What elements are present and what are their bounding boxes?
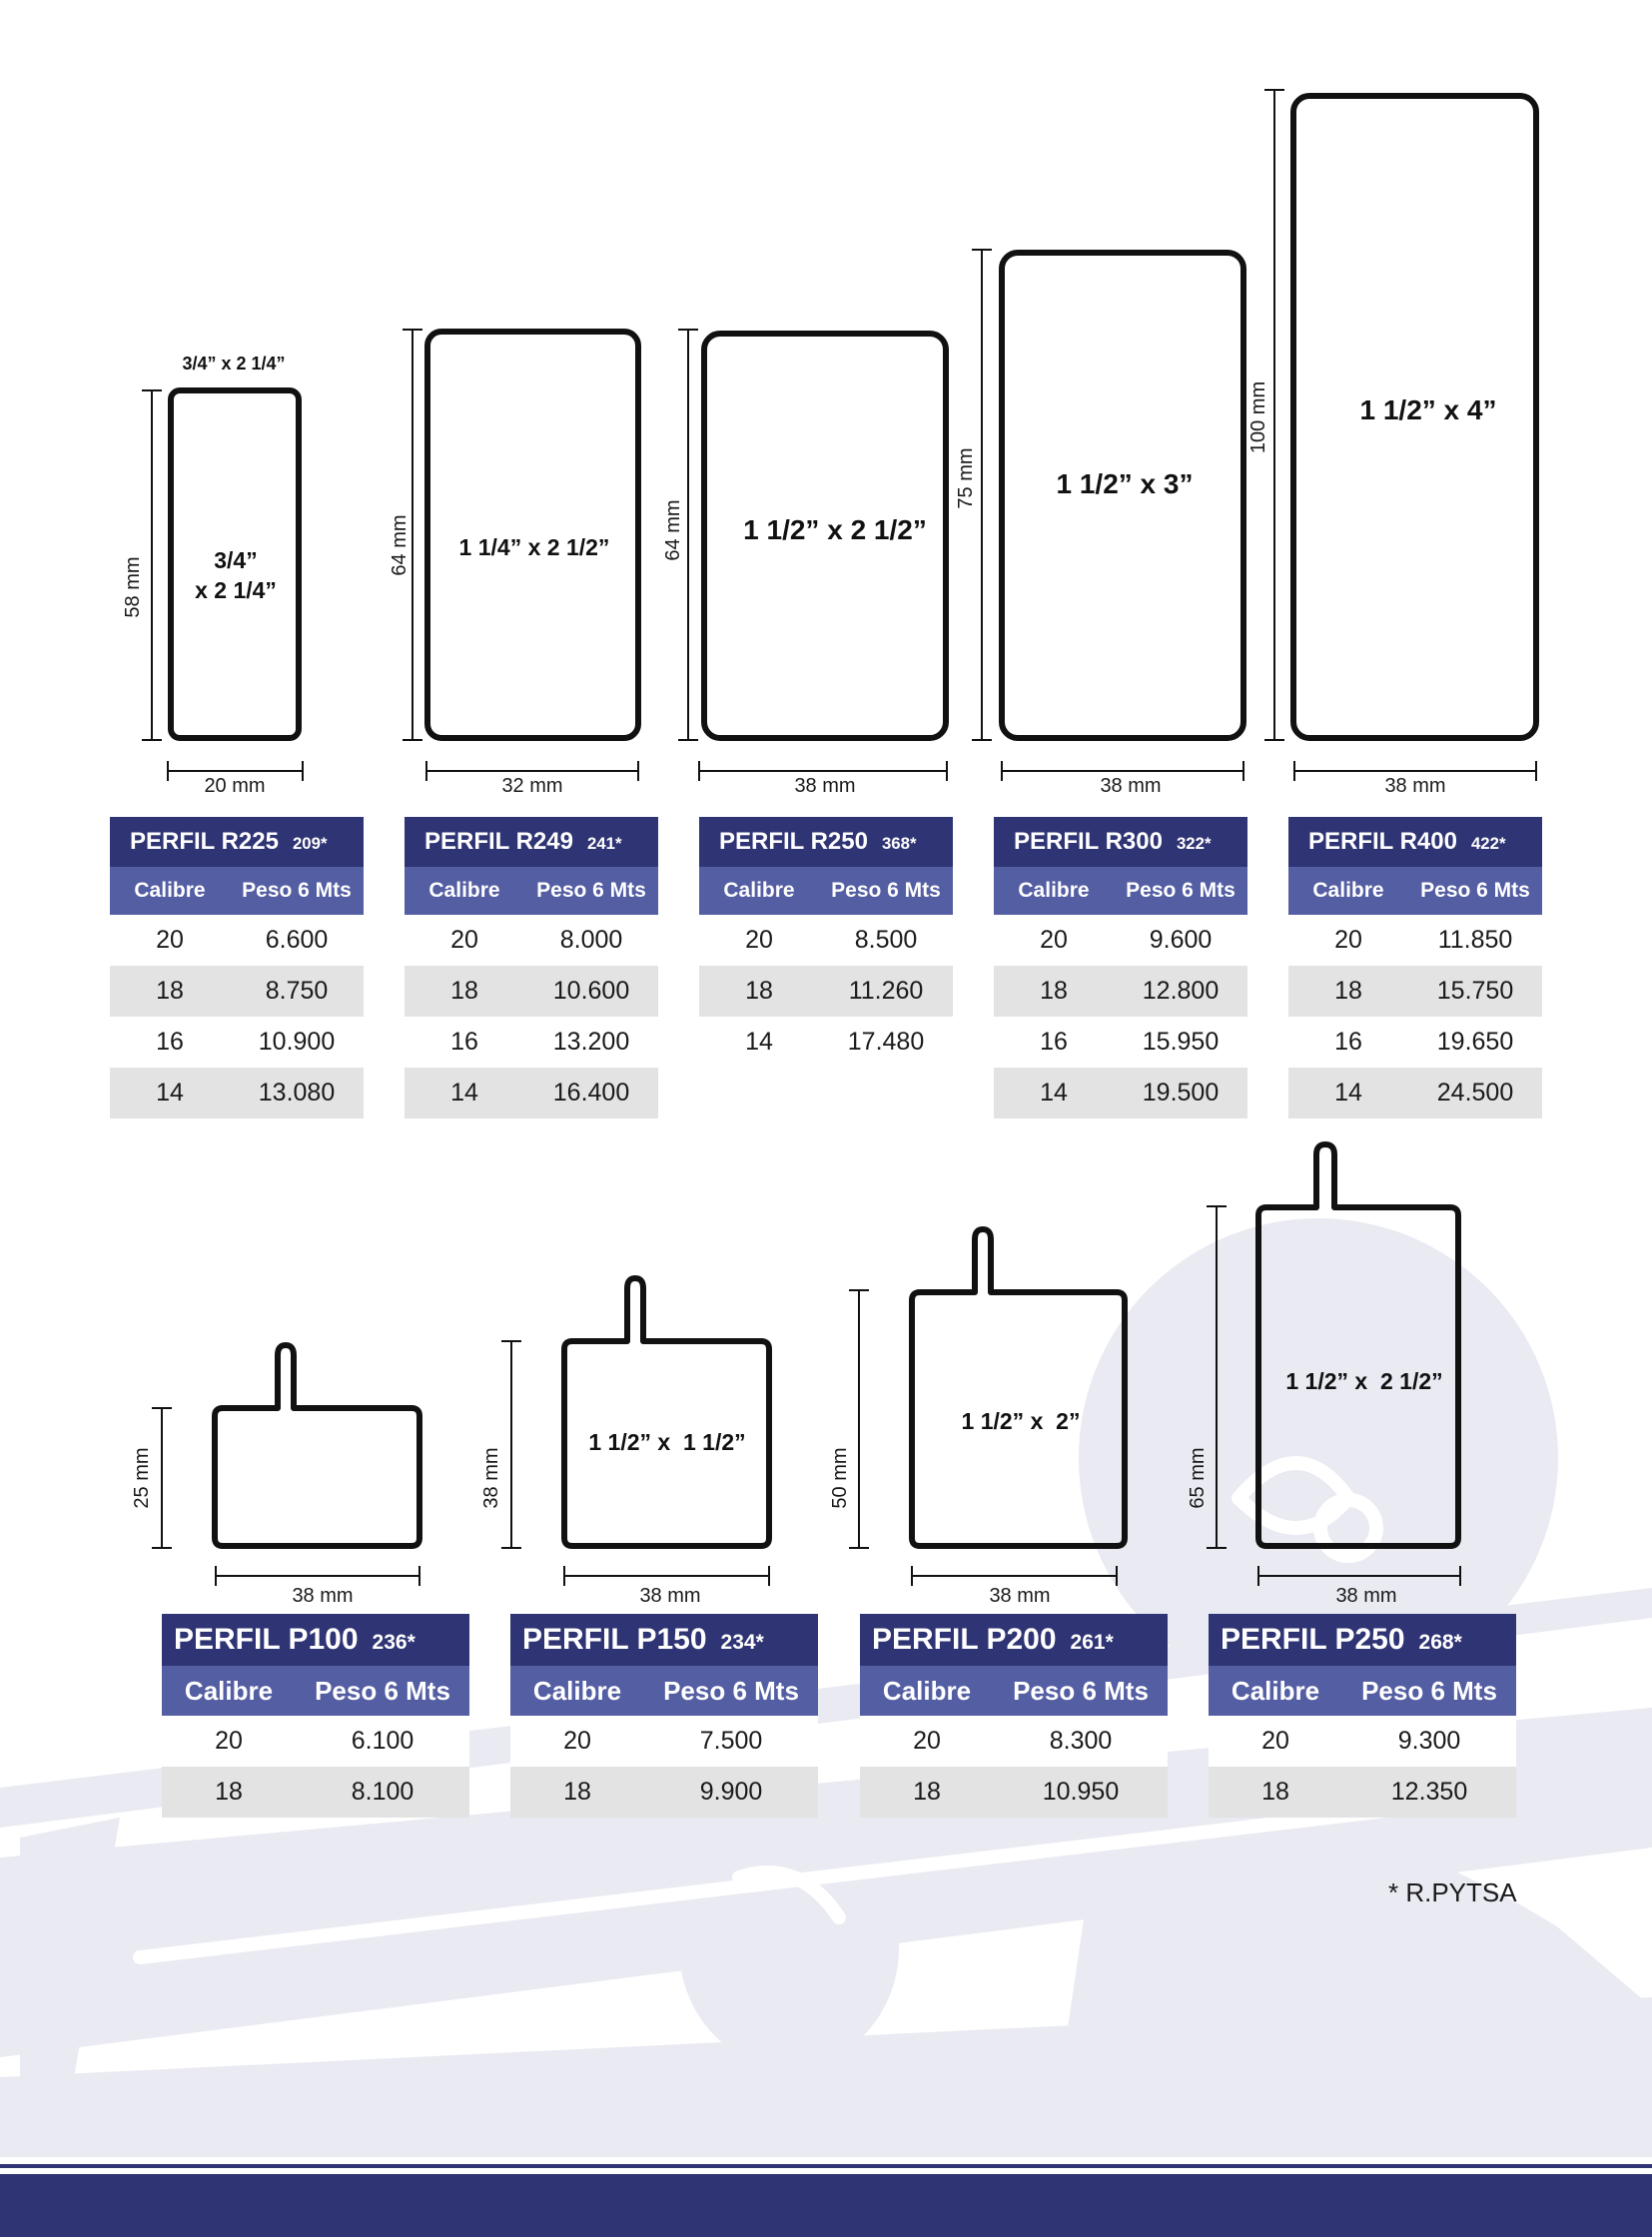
size-label-r400: 1 1/2” x 4” bbox=[1359, 394, 1497, 425]
table-row bbox=[1288, 1068, 1542, 1118]
table-row bbox=[699, 915, 953, 966]
width-dimension-label-p150: 38 mm bbox=[639, 1585, 701, 1607]
cell-peso: 12.350 bbox=[1390, 1778, 1468, 1806]
table-header bbox=[699, 867, 953, 915]
header-calibre: Calibre bbox=[723, 879, 795, 902]
drawing-r300 bbox=[955, 250, 1243, 797]
cell-calibre: 20 bbox=[215, 1727, 243, 1755]
profile-shape-p150 bbox=[564, 1278, 769, 1546]
cell-calibre: 16 bbox=[450, 1028, 478, 1056]
cell-calibre: 14 bbox=[450, 1079, 478, 1107]
table-row bbox=[110, 966, 364, 1017]
table-code: 236* bbox=[372, 1631, 415, 1654]
table-row bbox=[162, 1716, 469, 1767]
height-dimension-label-r400: 100 mm bbox=[1247, 380, 1269, 454]
table-row bbox=[1288, 915, 1542, 966]
drawing-p250 bbox=[1187, 1144, 1460, 1607]
cell-calibre: 18 bbox=[450, 977, 478, 1005]
profile-shape-p250 bbox=[1258, 1144, 1458, 1546]
cell-peso: 10.950 bbox=[1042, 1778, 1120, 1806]
table-row bbox=[1209, 1716, 1516, 1767]
cell-calibre: 20 bbox=[563, 1727, 591, 1755]
cell-peso: 8.500 bbox=[854, 926, 918, 954]
cell-peso: 8.100 bbox=[351, 1778, 414, 1806]
width-dimension-label-r300: 38 mm bbox=[1100, 775, 1162, 797]
cell-peso: 6.600 bbox=[265, 926, 329, 954]
drawing-p200 bbox=[829, 1229, 1125, 1607]
cell-peso: 13.200 bbox=[552, 1028, 630, 1056]
table-code: 268* bbox=[1418, 1631, 1462, 1654]
table-row bbox=[1209, 1767, 1516, 1818]
header-calibre: Calibre bbox=[184, 1676, 274, 1706]
cell-calibre: 14 bbox=[745, 1028, 773, 1056]
cell-calibre: 14 bbox=[1334, 1079, 1362, 1107]
cell-peso: 8.000 bbox=[559, 926, 623, 954]
cell-calibre: 16 bbox=[1040, 1028, 1068, 1056]
cell-calibre: 18 bbox=[156, 977, 184, 1005]
size-label-r225-line1: 3/4” bbox=[214, 547, 258, 573]
table-title bbox=[162, 1614, 469, 1666]
width-dimension-label-r250: 38 mm bbox=[794, 775, 856, 797]
cell-calibre: 20 bbox=[1334, 926, 1362, 954]
cell-peso: 19.650 bbox=[1436, 1028, 1514, 1056]
cell-peso: 17.480 bbox=[847, 1028, 925, 1056]
cell-peso: 8.300 bbox=[1049, 1727, 1113, 1755]
cell-peso: 10.900 bbox=[258, 1028, 336, 1056]
table-row bbox=[110, 1068, 364, 1118]
cell-peso: 19.500 bbox=[1142, 1079, 1220, 1107]
header-calibre: Calibre bbox=[1231, 1676, 1320, 1706]
table-row bbox=[405, 915, 658, 966]
table-title-text: PERFIL R225 bbox=[130, 828, 279, 855]
cell-calibre: 14 bbox=[156, 1079, 184, 1107]
table-perfil-r300 bbox=[994, 817, 1247, 1118]
table-title bbox=[110, 817, 364, 867]
cell-calibre: 16 bbox=[156, 1028, 184, 1056]
cell-peso: 11.850 bbox=[1437, 926, 1513, 954]
height-dimension-label-r250: 64 mm bbox=[662, 499, 684, 561]
table-row bbox=[860, 1716, 1168, 1767]
table-title bbox=[1288, 817, 1542, 867]
drawing-r249 bbox=[389, 330, 638, 797]
header-calibre: Calibre bbox=[134, 879, 206, 902]
drawing-p150 bbox=[480, 1278, 769, 1607]
table-title-text: PERFIL P250 bbox=[1221, 1623, 1405, 1656]
cell-peso: 8.750 bbox=[265, 977, 329, 1005]
table-title-text: PERFIL P150 bbox=[522, 1623, 707, 1656]
header-peso: Peso 6 Mts bbox=[831, 879, 941, 902]
table-perfil-p200 bbox=[860, 1614, 1168, 1818]
table-perfil-r225 bbox=[110, 817, 364, 1118]
table-title-text: PERFIL R249 bbox=[424, 828, 573, 855]
table-row bbox=[1288, 966, 1542, 1017]
cell-peso: 7.500 bbox=[699, 1727, 763, 1755]
size-label-r249: 1 1/4” x 2 1/2” bbox=[458, 534, 610, 560]
table-header bbox=[994, 867, 1247, 915]
table-perfil-p100 bbox=[162, 1614, 469, 1818]
cell-peso: 24.500 bbox=[1436, 1079, 1514, 1107]
header-peso: Peso 6 Mts bbox=[1361, 1676, 1497, 1706]
table-code: 234* bbox=[720, 1631, 764, 1654]
size-label-r250: 1 1/2” x 2 1/2” bbox=[743, 514, 927, 545]
cell-peso: 13.080 bbox=[258, 1079, 336, 1107]
cell-calibre: 18 bbox=[913, 1778, 941, 1806]
width-dimension-label-r400: 38 mm bbox=[1384, 775, 1446, 797]
table-row bbox=[110, 1017, 364, 1068]
cell-calibre: 14 bbox=[1040, 1079, 1068, 1107]
table-title bbox=[994, 817, 1247, 867]
cell-calibre: 18 bbox=[1334, 977, 1362, 1005]
table-perfil-r249 bbox=[405, 817, 658, 1118]
height-dimension-label-p100: 25 mm bbox=[131, 1447, 153, 1509]
cell-peso: 15.750 bbox=[1436, 977, 1514, 1005]
cell-peso: 16.400 bbox=[552, 1079, 630, 1107]
width-dimension-label-p200: 38 mm bbox=[989, 1585, 1051, 1607]
table-title bbox=[699, 817, 953, 867]
table-title bbox=[510, 1614, 818, 1666]
table-title bbox=[1209, 1614, 1516, 1666]
table-perfil-p150 bbox=[510, 1614, 818, 1818]
cell-peso: 6.100 bbox=[351, 1727, 414, 1755]
table-row bbox=[860, 1767, 1168, 1818]
table-perfil-p250 bbox=[1209, 1614, 1516, 1818]
header-calibre: Calibre bbox=[428, 879, 500, 902]
cell-calibre: 16 bbox=[1334, 1028, 1362, 1056]
table-row bbox=[699, 1017, 953, 1068]
size-label-p150: 1 1/2” x 1 1/2” bbox=[588, 1429, 746, 1455]
table-header bbox=[110, 867, 364, 915]
cell-calibre: 18 bbox=[1261, 1778, 1289, 1806]
header-calibre: Calibre bbox=[532, 1676, 622, 1706]
table-header bbox=[1288, 867, 1542, 915]
table-header bbox=[162, 1666, 469, 1716]
drawing-r225 bbox=[122, 354, 303, 797]
height-dimension-label-p250: 65 mm bbox=[1187, 1447, 1209, 1509]
cell-calibre: 18 bbox=[745, 977, 773, 1005]
table-row bbox=[994, 915, 1247, 966]
cell-calibre: 20 bbox=[450, 926, 478, 954]
header-calibre: Calibre bbox=[1018, 879, 1090, 902]
height-dimension-label-r300: 75 mm bbox=[955, 447, 977, 509]
height-dimension-label-p200: 50 mm bbox=[829, 1447, 851, 1509]
size-label-p200: 1 1/2” x 2” bbox=[961, 1408, 1081, 1434]
table-header bbox=[1209, 1666, 1516, 1716]
table-title bbox=[405, 817, 658, 867]
table-header bbox=[405, 867, 658, 915]
table-perfil-r250 bbox=[699, 817, 953, 1068]
height-dimension-label-r225: 58 mm bbox=[122, 556, 144, 618]
height-dimension-label-r249: 64 mm bbox=[389, 514, 411, 576]
table-row bbox=[110, 915, 364, 966]
table-row bbox=[699, 966, 953, 1017]
table-code: 368* bbox=[881, 834, 917, 853]
header-peso: Peso 6 Mts bbox=[242, 879, 352, 902]
cell-peso: 9.900 bbox=[699, 1778, 763, 1806]
cell-calibre: 20 bbox=[1040, 926, 1068, 954]
table-title-text: PERFIL P100 bbox=[174, 1623, 359, 1656]
table-title-text: PERFIL R300 bbox=[1014, 828, 1163, 855]
cell-peso: 9.300 bbox=[1397, 1727, 1461, 1755]
table-row bbox=[510, 1716, 818, 1767]
table-row bbox=[994, 966, 1247, 1017]
header-peso: Peso 6 Mts bbox=[315, 1676, 450, 1706]
profile-shape-p100 bbox=[215, 1345, 419, 1546]
header-peso: Peso 6 Mts bbox=[536, 879, 646, 902]
table-row bbox=[405, 966, 658, 1017]
drawing-p100 bbox=[131, 1345, 419, 1607]
table-row bbox=[510, 1767, 818, 1818]
profile-shape-p200 bbox=[912, 1229, 1125, 1546]
footnote: * R.PYTSA bbox=[1388, 1877, 1517, 1907]
size-label-top-r225: 3/4” x 2 1/4” bbox=[182, 354, 286, 373]
size-label-r225-line2: x 2 1/4” bbox=[195, 577, 277, 603]
footer-band bbox=[0, 2174, 1652, 2237]
cell-peso: 9.600 bbox=[1149, 926, 1213, 954]
cell-peso: 15.950 bbox=[1142, 1028, 1220, 1056]
table-row bbox=[405, 1068, 658, 1118]
size-label-p250: 1 1/2” x 2 1/2” bbox=[1285, 1368, 1443, 1394]
footer-divider bbox=[0, 2164, 1652, 2168]
header-calibre: Calibre bbox=[882, 1676, 972, 1706]
table-code: 261* bbox=[1070, 1631, 1114, 1654]
table-row bbox=[1288, 1017, 1542, 1068]
header-peso: Peso 6 Mts bbox=[663, 1676, 799, 1706]
cell-peso: 11.260 bbox=[848, 977, 924, 1005]
drawing-r400 bbox=[1247, 90, 1536, 797]
table-title-text: PERFIL R250 bbox=[719, 828, 868, 855]
table-row bbox=[405, 1017, 658, 1068]
width-dimension-label-r249: 32 mm bbox=[501, 775, 563, 797]
header-peso: Peso 6 Mts bbox=[1126, 879, 1236, 902]
table-code: 322* bbox=[1176, 834, 1212, 853]
table-row bbox=[162, 1767, 469, 1818]
cell-peso: 10.600 bbox=[552, 977, 630, 1005]
header-peso: Peso 6 Mts bbox=[1013, 1676, 1149, 1706]
width-dimension-label-p100: 38 mm bbox=[292, 1585, 354, 1607]
table-header bbox=[860, 1666, 1168, 1716]
width-dimension-label-p250: 38 mm bbox=[1335, 1585, 1397, 1607]
table-row bbox=[994, 1017, 1247, 1068]
table-header bbox=[510, 1666, 818, 1716]
table-perfil-r400 bbox=[1288, 817, 1542, 1118]
table-title-text: PERFIL P200 bbox=[872, 1623, 1057, 1656]
cell-calibre: 20 bbox=[156, 926, 184, 954]
cell-calibre: 18 bbox=[1040, 977, 1068, 1005]
cell-calibre: 20 bbox=[745, 926, 773, 954]
cell-peso: 12.800 bbox=[1142, 977, 1220, 1005]
cell-calibre: 18 bbox=[563, 1778, 591, 1806]
cell-calibre: 20 bbox=[1261, 1727, 1289, 1755]
table-code: 209* bbox=[292, 834, 328, 853]
table-code: 241* bbox=[586, 834, 622, 853]
size-label-r300: 1 1/2” x 3” bbox=[1056, 468, 1194, 499]
height-dimension-label-p150: 38 mm bbox=[480, 1447, 502, 1509]
drawing-r250 bbox=[662, 330, 947, 797]
cell-calibre: 20 bbox=[913, 1727, 941, 1755]
table-row bbox=[994, 1068, 1247, 1118]
table-title-text: PERFIL R400 bbox=[1308, 828, 1457, 855]
table-code: 422* bbox=[1470, 834, 1506, 853]
header-peso: Peso 6 Mts bbox=[1420, 879, 1530, 902]
header-calibre: Calibre bbox=[1312, 879, 1384, 902]
table-title bbox=[860, 1614, 1168, 1666]
cell-calibre: 18 bbox=[215, 1778, 243, 1806]
width-dimension-label-r225: 20 mm bbox=[204, 775, 266, 797]
